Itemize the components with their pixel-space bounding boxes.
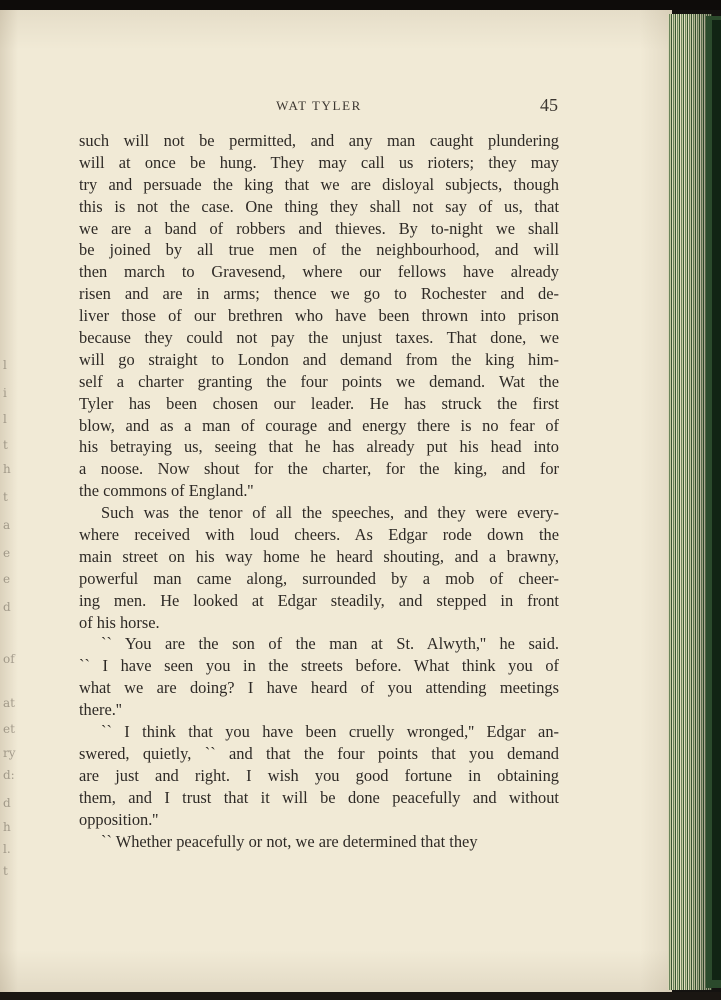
text-line: there.'' bbox=[79, 700, 122, 720]
text-line: them, and I trust that it will be done peacefully and without bbox=[79, 787, 559, 807]
text-line: what we are doing? I have heard of you attending meetings bbox=[79, 678, 559, 698]
bleed-glyph: t bbox=[3, 864, 8, 878]
text-line: ing men. He looked at Edgar steadily, and stepped in front bbox=[79, 590, 559, 610]
text-line: will go straight to London and demand from the king him- bbox=[79, 349, 559, 369]
text-line: are just and right. I wish you good fortune in obtaining bbox=[79, 765, 559, 785]
text-line: Such was the tenor of all the speeches, and they were every- bbox=[101, 503, 559, 523]
text-line: be joined by all true men of the neighbourhood, and will bbox=[79, 240, 559, 260]
text-line: such will not be permitted, and any man caught plundering bbox=[79, 131, 559, 150]
text-line: try and persuade the king that we are disloyal subjects, though bbox=[79, 174, 559, 194]
text-line: where received with loud cheers. As Edgar rode down the bbox=[79, 525, 559, 545]
text-line: of his horse. bbox=[79, 612, 160, 632]
bleed-glyph: d bbox=[3, 600, 11, 614]
bleed-glyph: of bbox=[3, 652, 15, 666]
bleed-glyph: d: bbox=[3, 768, 15, 782]
bleed-glyph: l. bbox=[3, 842, 11, 856]
text-line: blow, and as a man of courage and energy there is no fear of bbox=[79, 415, 559, 435]
running-title: WAT TYLER bbox=[276, 98, 362, 113]
text-line: we are a band of robbers and thieves. By to-night we shall bbox=[79, 218, 559, 238]
bleed-glyph: h bbox=[3, 462, 11, 476]
facing-page-bleed bbox=[0, 350, 16, 890]
text-line: `` I think that you have been cruelly wronged,'' Edgar an- bbox=[101, 722, 559, 742]
bleed-glyph: d bbox=[3, 796, 11, 810]
bleed-glyph: a bbox=[3, 518, 11, 532]
text-line: powerful man came along, surrounded by a mob of cheer- bbox=[79, 568, 559, 588]
text-line: liver those of our brethren who have been thrown into prison bbox=[79, 306, 559, 326]
bleed-glyph: l bbox=[3, 412, 7, 426]
bleed-glyph: t bbox=[3, 490, 8, 504]
text-line: `` I have seen you in the streets before. What think you of bbox=[79, 656, 559, 676]
bleed-glyph: i bbox=[3, 386, 7, 400]
text-line: this is not the case. One thing they shall not say of us, that bbox=[79, 196, 559, 216]
running-head bbox=[80, 96, 558, 116]
bleed-glyph: l bbox=[3, 358, 7, 372]
bleed-glyph: h bbox=[3, 820, 11, 834]
text-line: Tyler has been chosen our leader. He has struck the first bbox=[79, 393, 559, 413]
text-line: his betraying us, seeing that he has already put his head into bbox=[79, 437, 559, 457]
bleed-glyph: e bbox=[3, 546, 11, 560]
text-line: the commons of England.'' bbox=[79, 481, 254, 501]
body-text bbox=[79, 130, 559, 852]
top-edge bbox=[0, 0, 721, 10]
cover-shadow bbox=[712, 20, 721, 980]
text-line: opposition.'' bbox=[79, 809, 159, 829]
bleed-glyph: e bbox=[3, 572, 11, 586]
bleed-glyph: ry bbox=[3, 746, 16, 760]
bleed-glyph: et bbox=[3, 722, 15, 736]
bleed-glyph: t bbox=[3, 438, 8, 452]
text-line: risen and are in arms; thence we go to Rochester and de- bbox=[79, 284, 559, 304]
page-number: 45 bbox=[540, 95, 558, 115]
bleed-glyph: at bbox=[3, 696, 15, 710]
text-line: will at once be hung. They may call us rioters; they may bbox=[79, 152, 559, 172]
text-line: self a charter granting the four points we demand. Wat the bbox=[79, 371, 559, 391]
text-line: because they could not pay the unjust taxes. That done, we bbox=[79, 328, 559, 348]
text-line: `` Whether peacefully or not, we are determined that they bbox=[101, 831, 478, 851]
text-line: swered, quietly, `` and that the four points that you demand bbox=[79, 743, 559, 763]
text-line: `` You are the son of the man at St. Alwyth,'' he said. bbox=[101, 634, 559, 654]
text-line: main street on his way home he heard shouting, and a brawny, bbox=[79, 546, 559, 566]
text-line: then march to Gravesend, where our fellows have already bbox=[79, 262, 559, 282]
text-line: a noose. Now shout for the charter, for the king, and for bbox=[79, 459, 559, 479]
bottom-edge bbox=[0, 992, 721, 1000]
